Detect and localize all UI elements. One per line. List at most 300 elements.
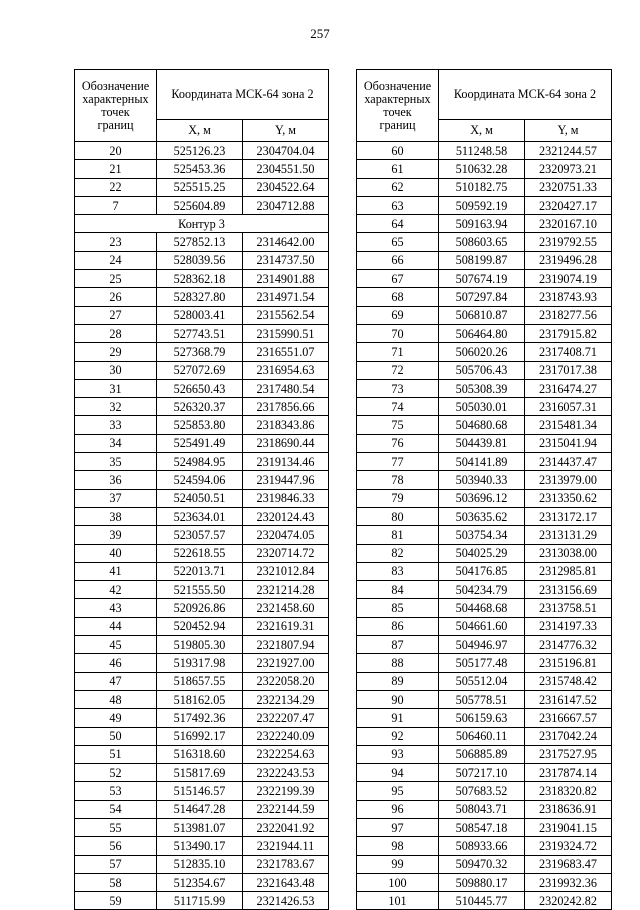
table-row bbox=[75, 398, 329, 416]
y-coordinate-cell: 2319074.19 bbox=[525, 270, 612, 288]
table-row bbox=[357, 581, 612, 599]
table-row bbox=[75, 489, 329, 507]
x-coordinate-cell: 504025.29 bbox=[439, 544, 525, 562]
y-coordinate-cell: 2315990.51 bbox=[243, 324, 329, 342]
table-row bbox=[357, 764, 612, 782]
x-coordinate-cell: 525604.89 bbox=[157, 196, 243, 214]
y-coordinate-cell: 2321458.60 bbox=[243, 599, 329, 617]
table-row bbox=[357, 233, 612, 251]
point-id-cell: 55 bbox=[75, 818, 157, 836]
point-id-cell: 43 bbox=[75, 599, 157, 617]
table-row bbox=[357, 324, 612, 342]
x-coordinate-cell: 522618.55 bbox=[157, 544, 243, 562]
x-coordinate-cell: 527852.13 bbox=[157, 233, 243, 251]
y-coordinate-cell: 2319134.46 bbox=[243, 453, 329, 471]
table-row bbox=[75, 544, 329, 562]
section-label: Контур 3 bbox=[75, 215, 329, 233]
y-coordinate-cell: 2318743.93 bbox=[525, 288, 612, 306]
y-coordinate-cell: 2316474.27 bbox=[525, 379, 612, 397]
y-coordinate-cell: 2316057.31 bbox=[525, 398, 612, 416]
x-coordinate-cell: 520452.94 bbox=[157, 617, 243, 635]
table-row bbox=[357, 270, 612, 288]
x-coordinate-cell: 528039.56 bbox=[157, 251, 243, 269]
x-coordinate-cell: 528362.18 bbox=[157, 270, 243, 288]
table-row bbox=[357, 672, 612, 690]
x-coordinate-cell: 503754.34 bbox=[439, 526, 525, 544]
x-coordinate-cell: 520926.86 bbox=[157, 599, 243, 617]
y-coordinate-cell: 2319932.36 bbox=[525, 873, 612, 891]
x-coordinate-cell: 509592.19 bbox=[439, 196, 525, 214]
y-coordinate-cell: 2317017.38 bbox=[525, 361, 612, 379]
x-coordinate-cell: 508199.87 bbox=[439, 251, 525, 269]
point-id-cell: 70 bbox=[357, 324, 439, 342]
x-coordinate-cell: 516992.17 bbox=[157, 727, 243, 745]
point-id-cell: 83 bbox=[357, 562, 439, 580]
table-row bbox=[75, 562, 329, 580]
point-id-cell: 68 bbox=[357, 288, 439, 306]
table-row bbox=[357, 727, 612, 745]
table-row bbox=[75, 727, 329, 745]
x-coordinate-cell: 504468.68 bbox=[439, 599, 525, 617]
point-id-cell: 50 bbox=[75, 727, 157, 745]
y-coordinate-cell: 2322240.09 bbox=[243, 727, 329, 745]
x-coordinate-cell: 523634.01 bbox=[157, 507, 243, 525]
table-row bbox=[357, 361, 612, 379]
table-row bbox=[75, 526, 329, 544]
y-coordinate-cell: 2314776.32 bbox=[525, 636, 612, 654]
x-coordinate-cell: 509880.17 bbox=[439, 873, 525, 891]
y-coordinate-cell: 2317042.24 bbox=[525, 727, 612, 745]
section-row bbox=[75, 215, 329, 233]
table-row bbox=[357, 416, 612, 434]
y-coordinate-cell: 2313172.17 bbox=[525, 507, 612, 525]
table-row bbox=[357, 562, 612, 580]
x-coordinate-cell: 507683.52 bbox=[439, 782, 525, 800]
x-coordinate-cell: 525453.36 bbox=[157, 160, 243, 178]
y-coordinate-cell: 2321619.31 bbox=[243, 617, 329, 635]
x-coordinate-cell: 525491.49 bbox=[157, 434, 243, 452]
x-coordinate-cell: 519317.98 bbox=[157, 654, 243, 672]
table-row bbox=[75, 507, 329, 525]
table-row bbox=[357, 489, 612, 507]
y-coordinate-cell: 2315748.42 bbox=[525, 672, 612, 690]
x-coordinate-cell: 526320.37 bbox=[157, 398, 243, 416]
point-id-cell: 20 bbox=[75, 142, 157, 160]
y-coordinate-cell: 2321807.94 bbox=[243, 636, 329, 654]
point-id-cell: 38 bbox=[75, 507, 157, 525]
y-coordinate-cell: 2313131.29 bbox=[525, 526, 612, 544]
table-row bbox=[357, 818, 612, 836]
point-id-cell: 37 bbox=[75, 489, 157, 507]
table-row bbox=[75, 581, 329, 599]
table-body bbox=[357, 142, 612, 910]
y-coordinate-cell: 2322058.20 bbox=[243, 672, 329, 690]
table-row bbox=[357, 782, 612, 800]
y-coordinate-cell: 2313038.00 bbox=[525, 544, 612, 562]
table-row bbox=[75, 306, 329, 324]
y-coordinate-cell: 2313979.00 bbox=[525, 471, 612, 489]
y-coordinate-cell: 2317480.54 bbox=[243, 379, 329, 397]
y-coordinate-cell: 2317527.95 bbox=[525, 745, 612, 763]
table-row bbox=[357, 343, 612, 361]
table-row bbox=[75, 379, 329, 397]
y-coordinate-cell: 2315041.94 bbox=[525, 434, 612, 452]
x-coordinate-cell: 512354.67 bbox=[157, 873, 243, 891]
point-id-cell: 91 bbox=[357, 709, 439, 727]
y-coordinate-cell: 2319496.28 bbox=[525, 251, 612, 269]
x-coordinate-cell: 513981.07 bbox=[157, 818, 243, 836]
x-coordinate-cell: 527072.69 bbox=[157, 361, 243, 379]
point-id-cell: 95 bbox=[357, 782, 439, 800]
x-coordinate-cell: 511248.58 bbox=[439, 142, 525, 160]
x-coordinate-cell: 522013.71 bbox=[157, 562, 243, 580]
point-id-cell: 81 bbox=[357, 526, 439, 544]
x-coordinate-cell: 524984.95 bbox=[157, 453, 243, 471]
table-row bbox=[75, 288, 329, 306]
table-row bbox=[357, 544, 612, 562]
y-coordinate-cell: 2318636.91 bbox=[525, 800, 612, 818]
table-row bbox=[357, 379, 612, 397]
x-coordinate-cell: 504946.97 bbox=[439, 636, 525, 654]
point-id-cell: 23 bbox=[75, 233, 157, 251]
y-coordinate-cell: 2319324.72 bbox=[525, 837, 612, 855]
y-coordinate-cell: 2314737.50 bbox=[243, 251, 329, 269]
y-coordinate-cell: 2304551.50 bbox=[243, 160, 329, 178]
point-id-cell: 33 bbox=[75, 416, 157, 434]
table-row bbox=[357, 636, 612, 654]
table-row bbox=[75, 782, 329, 800]
point-id-cell: 52 bbox=[75, 764, 157, 782]
point-id-cell: 48 bbox=[75, 690, 157, 708]
x-coordinate-cell: 504661.60 bbox=[439, 617, 525, 635]
y-coordinate-cell: 2322041.92 bbox=[243, 818, 329, 836]
point-id-cell: 79 bbox=[357, 489, 439, 507]
point-id-cell: 75 bbox=[357, 416, 439, 434]
designation-header: Обозначение характерных точек границ bbox=[75, 70, 157, 142]
x-coordinate-cell: 505177.48 bbox=[439, 654, 525, 672]
table-row bbox=[357, 837, 612, 855]
x-coordinate-cell: 506460.11 bbox=[439, 727, 525, 745]
table-row bbox=[75, 471, 329, 489]
point-id-cell: 46 bbox=[75, 654, 157, 672]
point-id-cell: 28 bbox=[75, 324, 157, 342]
point-id-cell: 76 bbox=[357, 434, 439, 452]
y-coordinate-cell: 2318690.44 bbox=[243, 434, 329, 452]
table-row bbox=[75, 343, 329, 361]
table-row bbox=[75, 196, 329, 214]
table-row bbox=[75, 636, 329, 654]
y-coordinate-cell: 2312985.81 bbox=[525, 562, 612, 580]
x-coordinate-cell: 512835.10 bbox=[157, 855, 243, 873]
y-coordinate-cell: 2314971.54 bbox=[243, 288, 329, 306]
table-row bbox=[357, 142, 612, 160]
x-coordinate-cell: 506464.80 bbox=[439, 324, 525, 342]
x-coordinate-cell: 506885.89 bbox=[439, 745, 525, 763]
point-id-cell: 74 bbox=[357, 398, 439, 416]
page-number: 257 bbox=[310, 26, 330, 41]
y-coordinate-cell: 2319792.55 bbox=[525, 233, 612, 251]
table-row bbox=[357, 251, 612, 269]
table-row bbox=[357, 855, 612, 873]
point-id-cell: 51 bbox=[75, 745, 157, 763]
table-row bbox=[357, 892, 612, 910]
table-row bbox=[357, 599, 612, 617]
x-coordinate-cell: 503940.33 bbox=[439, 471, 525, 489]
y-coordinate-cell: 2321944.11 bbox=[243, 837, 329, 855]
point-id-cell: 24 bbox=[75, 251, 157, 269]
table-row bbox=[357, 178, 612, 196]
y-coordinate-cell: 2320167.10 bbox=[525, 215, 612, 233]
point-id-cell: 88 bbox=[357, 654, 439, 672]
table-row bbox=[75, 892, 329, 910]
table-row bbox=[75, 453, 329, 471]
point-id-cell: 101 bbox=[357, 892, 439, 910]
coordinates-table-left bbox=[74, 69, 329, 910]
point-id-cell: 66 bbox=[357, 251, 439, 269]
x-coordinate-cell: 524594.06 bbox=[157, 471, 243, 489]
y-coordinate-cell: 2317874.14 bbox=[525, 764, 612, 782]
point-id-cell: 44 bbox=[75, 617, 157, 635]
point-id-cell: 42 bbox=[75, 581, 157, 599]
x-coordinate-cell: 528327.80 bbox=[157, 288, 243, 306]
point-id-cell: 47 bbox=[75, 672, 157, 690]
table-row bbox=[75, 818, 329, 836]
point-id-cell: 31 bbox=[75, 379, 157, 397]
x-coordinate-cell: 508603.65 bbox=[439, 233, 525, 251]
table-row bbox=[357, 507, 612, 525]
table-row bbox=[357, 654, 612, 672]
point-id-cell: 80 bbox=[357, 507, 439, 525]
table-row bbox=[75, 690, 329, 708]
table-row bbox=[357, 215, 612, 233]
x-coordinate-cell: 525515.25 bbox=[157, 178, 243, 196]
table-row bbox=[75, 160, 329, 178]
point-id-cell: 92 bbox=[357, 727, 439, 745]
y-coordinate-cell: 2319683.47 bbox=[525, 855, 612, 873]
x-coordinate-cell: 516318.60 bbox=[157, 745, 243, 763]
x-coordinate-cell: 504680.68 bbox=[439, 416, 525, 434]
x-coordinate-cell: 528003.41 bbox=[157, 306, 243, 324]
x-coordinate-cell: 518657.55 bbox=[157, 672, 243, 690]
table-row bbox=[357, 306, 612, 324]
point-id-cell: 98 bbox=[357, 837, 439, 855]
table-row bbox=[75, 837, 329, 855]
point-id-cell: 26 bbox=[75, 288, 157, 306]
x-coordinate-cell: 505030.01 bbox=[439, 398, 525, 416]
table-row bbox=[357, 398, 612, 416]
x-coordinate-cell: 518162.05 bbox=[157, 690, 243, 708]
x-coordinate-cell: 523057.57 bbox=[157, 526, 243, 544]
point-id-cell: 94 bbox=[357, 764, 439, 782]
coordinate-header: Координата МСК-64 зона 2 bbox=[439, 70, 612, 120]
point-id-cell: 65 bbox=[357, 233, 439, 251]
point-id-cell: 59 bbox=[75, 892, 157, 910]
y-coordinate-cell: 2322254.63 bbox=[243, 745, 329, 763]
x-coordinate-cell: 507674.19 bbox=[439, 270, 525, 288]
x-coordinate-cell: 508043.71 bbox=[439, 800, 525, 818]
x-column-header: X, м bbox=[439, 120, 525, 142]
point-id-cell: 32 bbox=[75, 398, 157, 416]
point-id-cell: 22 bbox=[75, 178, 157, 196]
point-id-cell: 89 bbox=[357, 672, 439, 690]
x-coordinate-cell: 506810.87 bbox=[439, 306, 525, 324]
x-coordinate-cell: 517492.36 bbox=[157, 709, 243, 727]
x-coordinate-cell: 504234.79 bbox=[439, 581, 525, 599]
x-coordinate-cell: 510445.77 bbox=[439, 892, 525, 910]
y-coordinate-cell: 2314901.88 bbox=[243, 270, 329, 288]
point-id-cell: 69 bbox=[357, 306, 439, 324]
y-coordinate-cell: 2322144.59 bbox=[243, 800, 329, 818]
x-coordinate-cell: 513490.17 bbox=[157, 837, 243, 855]
coordinate-header: Координата МСК-64 зона 2 bbox=[157, 70, 329, 120]
y-coordinate-cell: 2321426.53 bbox=[243, 892, 329, 910]
x-coordinate-cell: 524050.51 bbox=[157, 489, 243, 507]
table-row bbox=[357, 288, 612, 306]
y-coordinate-cell: 2315481.34 bbox=[525, 416, 612, 434]
y-coordinate-cell: 2315562.54 bbox=[243, 306, 329, 324]
table-row bbox=[75, 251, 329, 269]
table-row bbox=[357, 471, 612, 489]
y-coordinate-cell: 2318320.82 bbox=[525, 782, 612, 800]
x-coordinate-cell: 508547.18 bbox=[439, 818, 525, 836]
point-id-cell: 63 bbox=[357, 196, 439, 214]
point-id-cell: 35 bbox=[75, 453, 157, 471]
y-coordinate-cell: 2321244.57 bbox=[525, 142, 612, 160]
table-row bbox=[357, 196, 612, 214]
table-row bbox=[75, 617, 329, 635]
x-coordinate-cell: 515817.69 bbox=[157, 764, 243, 782]
table-row bbox=[75, 233, 329, 251]
y-coordinate-cell: 2319846.33 bbox=[243, 489, 329, 507]
x-coordinate-cell: 506159.63 bbox=[439, 709, 525, 727]
point-id-cell: 87 bbox=[357, 636, 439, 654]
x-coordinate-cell: 527368.79 bbox=[157, 343, 243, 361]
x-coordinate-cell: 511715.99 bbox=[157, 892, 243, 910]
point-id-cell: 99 bbox=[357, 855, 439, 873]
y-column-header: Y, м bbox=[525, 120, 612, 142]
x-coordinate-cell: 510632.28 bbox=[439, 160, 525, 178]
x-column-header: X, м bbox=[157, 120, 243, 142]
point-id-cell: 57 bbox=[75, 855, 157, 873]
y-coordinate-cell: 2318277.56 bbox=[525, 306, 612, 324]
y-coordinate-cell: 2320714.72 bbox=[243, 544, 329, 562]
point-id-cell: 78 bbox=[357, 471, 439, 489]
table-row bbox=[75, 599, 329, 617]
table-row bbox=[357, 800, 612, 818]
y-coordinate-cell: 2314642.00 bbox=[243, 233, 329, 251]
x-coordinate-cell: 515146.57 bbox=[157, 782, 243, 800]
x-coordinate-cell: 505308.39 bbox=[439, 379, 525, 397]
point-id-cell: 61 bbox=[357, 160, 439, 178]
table-row bbox=[75, 855, 329, 873]
point-id-cell: 93 bbox=[357, 745, 439, 763]
point-id-cell: 73 bbox=[357, 379, 439, 397]
table-row bbox=[357, 745, 612, 763]
y-coordinate-cell: 2322207.47 bbox=[243, 709, 329, 727]
table-row bbox=[75, 672, 329, 690]
x-coordinate-cell: 509163.94 bbox=[439, 215, 525, 233]
x-coordinate-cell: 509470.32 bbox=[439, 855, 525, 873]
y-coordinate-cell: 2313758.51 bbox=[525, 599, 612, 617]
table-row bbox=[357, 617, 612, 635]
y-coordinate-cell: 2317915.82 bbox=[525, 324, 612, 342]
point-id-cell: 53 bbox=[75, 782, 157, 800]
x-coordinate-cell: 504439.81 bbox=[439, 434, 525, 452]
x-coordinate-cell: 505706.43 bbox=[439, 361, 525, 379]
y-coordinate-cell: 2314437.47 bbox=[525, 453, 612, 471]
point-id-cell: 7 bbox=[75, 196, 157, 214]
point-id-cell: 86 bbox=[357, 617, 439, 635]
y-coordinate-cell: 2314197.33 bbox=[525, 617, 612, 635]
x-coordinate-cell: 506020.26 bbox=[439, 343, 525, 361]
x-coordinate-cell: 503696.12 bbox=[439, 489, 525, 507]
y-coordinate-cell: 2317408.71 bbox=[525, 343, 612, 361]
designation-header: Обозначение характерных точек границ bbox=[357, 70, 439, 142]
y-coordinate-cell: 2320474.05 bbox=[243, 526, 329, 544]
point-id-cell: 29 bbox=[75, 343, 157, 361]
y-coordinate-cell: 2304712.88 bbox=[243, 196, 329, 214]
y-coordinate-cell: 2316954.63 bbox=[243, 361, 329, 379]
point-id-cell: 82 bbox=[357, 544, 439, 562]
table-row bbox=[75, 416, 329, 434]
y-coordinate-cell: 2320973.21 bbox=[525, 160, 612, 178]
x-coordinate-cell: 525853.80 bbox=[157, 416, 243, 434]
table-row bbox=[357, 453, 612, 471]
y-coordinate-cell: 2304704.04 bbox=[243, 142, 329, 160]
table-row bbox=[75, 709, 329, 727]
y-coordinate-cell: 2320242.82 bbox=[525, 892, 612, 910]
point-id-cell: 56 bbox=[75, 837, 157, 855]
point-id-cell: 34 bbox=[75, 434, 157, 452]
y-coordinate-cell: 2304522.64 bbox=[243, 178, 329, 196]
y-coordinate-cell: 2320124.43 bbox=[243, 507, 329, 525]
point-id-cell: 49 bbox=[75, 709, 157, 727]
y-coordinate-cell: 2319447.96 bbox=[243, 471, 329, 489]
table-row bbox=[357, 434, 612, 452]
point-id-cell: 39 bbox=[75, 526, 157, 544]
point-id-cell: 54 bbox=[75, 800, 157, 818]
point-id-cell: 41 bbox=[75, 562, 157, 580]
y-coordinate-cell: 2320427.17 bbox=[525, 196, 612, 214]
y-coordinate-cell: 2321643.48 bbox=[243, 873, 329, 891]
table-body bbox=[75, 142, 329, 910]
x-coordinate-cell: 505778.51 bbox=[439, 690, 525, 708]
y-coordinate-cell: 2321927.00 bbox=[243, 654, 329, 672]
coordinates-table-right bbox=[356, 69, 612, 910]
point-id-cell: 30 bbox=[75, 361, 157, 379]
table-row bbox=[75, 873, 329, 891]
y-coordinate-cell: 2321012.84 bbox=[243, 562, 329, 580]
point-id-cell: 85 bbox=[357, 599, 439, 617]
point-id-cell: 25 bbox=[75, 270, 157, 288]
table-row bbox=[75, 745, 329, 763]
x-coordinate-cell: 507217.10 bbox=[439, 764, 525, 782]
x-coordinate-cell: 526650.43 bbox=[157, 379, 243, 397]
point-id-cell: 27 bbox=[75, 306, 157, 324]
y-coordinate-cell: 2321214.28 bbox=[243, 581, 329, 599]
point-id-cell: 71 bbox=[357, 343, 439, 361]
table-row bbox=[75, 800, 329, 818]
y-coordinate-cell: 2316147.52 bbox=[525, 690, 612, 708]
x-coordinate-cell: 505512.04 bbox=[439, 672, 525, 690]
y-coordinate-cell: 2320751.33 bbox=[525, 178, 612, 196]
y-coordinate-cell: 2315196.81 bbox=[525, 654, 612, 672]
y-coordinate-cell: 2316551.07 bbox=[243, 343, 329, 361]
point-id-cell: 84 bbox=[357, 581, 439, 599]
point-id-cell: 72 bbox=[357, 361, 439, 379]
x-coordinate-cell: 519805.30 bbox=[157, 636, 243, 654]
x-coordinate-cell: 510182.75 bbox=[439, 178, 525, 196]
